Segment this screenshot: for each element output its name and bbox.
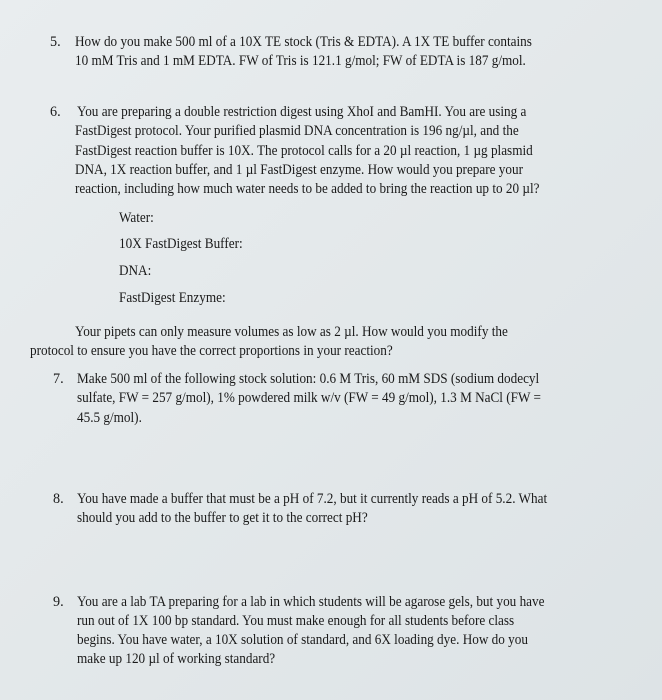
field-label-water: Water:: [119, 210, 154, 226]
question-text-line: You are preparing a double restriction digest using XhoI and BamHI. You are using a: [77, 104, 527, 120]
question-text-line: 45.5 g/mol).: [77, 410, 142, 426]
question-text-line: You have made a buffer that must be a pH of 7.2, but it currently reads a pH of 5.2. What: [77, 491, 548, 507]
question-text-line: You are a lab TA preparing for a lab in which students will be agarose gels, but you have: [77, 594, 545, 610]
followup-text-line: Your pipets can only measure volumes as low as 2 µl. How would you modify the: [75, 324, 508, 340]
question-text-line: make up 120 µl of working standard?: [77, 651, 276, 667]
followup-text-line: protocol to ensure you have the correct proportions in your reaction?: [30, 343, 393, 359]
question-text-line: FastDigest protocol. Your purified plasmid DNA concentration is 196 ng/µl, and the: [75, 123, 519, 139]
question-text-line: run out of 1X 100 bp standard. You must make enough for all students before class: [77, 613, 515, 629]
question-text-line: DNA, 1X reaction buffer, and 1 µl FastDigest enzyme. How would you prepare your: [75, 162, 523, 178]
field-label-buffer: 10X FastDigest Buffer:: [119, 236, 243, 252]
question-number: 5.: [50, 34, 61, 50]
question-number: 8.: [53, 491, 64, 507]
field-label-enzyme: FastDigest Enzyme:: [119, 290, 226, 306]
question-text-line: FastDigest reaction buffer is 10X. The protocol calls for a 20 µl reaction, 1 µg plasmid: [75, 143, 533, 159]
question-text-line: Make 500 ml of the following stock solution: 0.6 M Tris, 60 mM SDS (sodium dodecyl: [77, 371, 540, 387]
question-number: 7.: [53, 371, 64, 387]
question-text-line: should you add to the buffer to get it to the correct pH?: [77, 510, 368, 526]
question-number: 6.: [50, 104, 61, 120]
question-text-line: reaction, including how much water needs to be added to bring the reaction up to 20 µl?: [75, 181, 540, 197]
question-text-line: begins. You have water, a 10X solution of standard, and 6X loading dye. How do you: [77, 632, 528, 648]
question-text-line: How do you make 500 ml of a 10X TE stock (Tris & EDTA). A 1X TE buffer contains: [75, 34, 532, 50]
question-number: 9.: [53, 594, 64, 610]
question-text-line: sulfate, FW = 257 g/mol), 1% powdered milk w/v (FW = 49 g/mol), 1.3 M NaCl (FW =: [77, 390, 541, 406]
question-text-line: 10 mM Tris and 1 mM EDTA. FW of Tris is 121.1 g/mol; FW of EDTA is 187 g/mol.: [75, 53, 526, 69]
field-label-dna: DNA:: [119, 263, 152, 279]
